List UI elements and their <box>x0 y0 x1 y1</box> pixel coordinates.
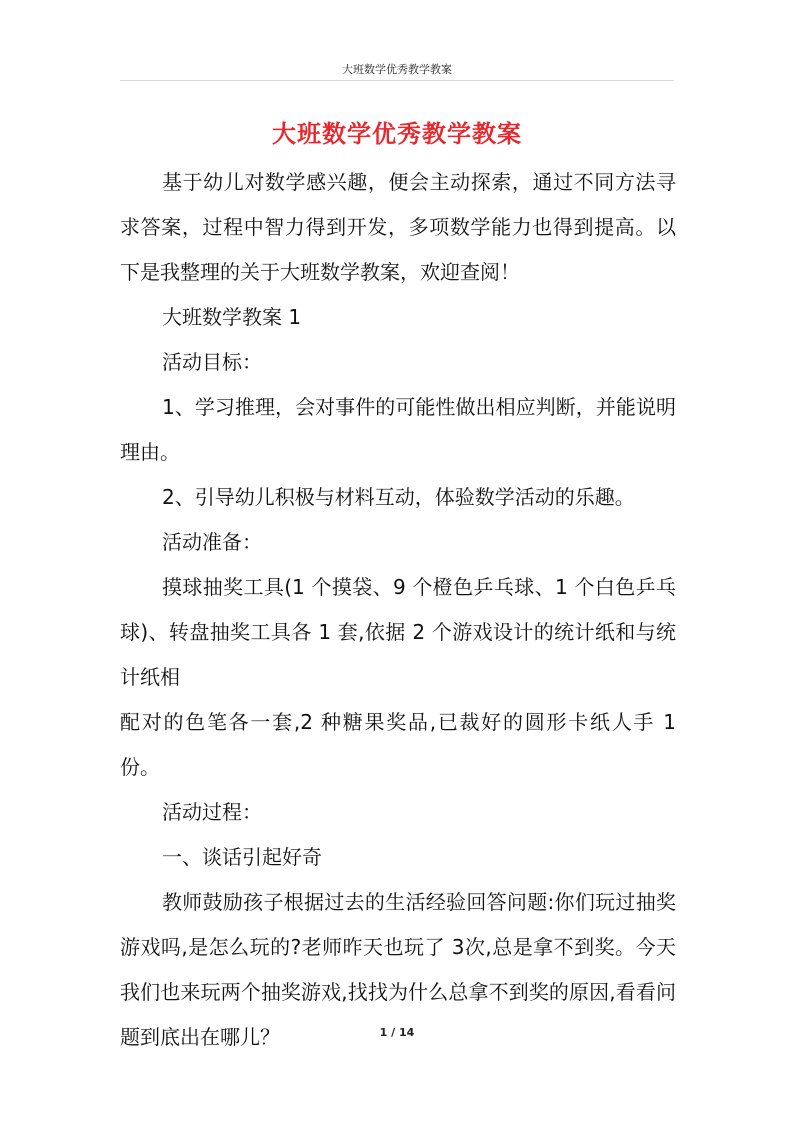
document-body <box>120 160 676 1060</box>
header-divider <box>120 80 674 81</box>
preparation-paragraph: 摸球抽奖工具(1 个摸袋、9 个橙色乒乓球、1 个白色乒乓 球)、转盘抽奖工具各 1 套,依据 2 个游戏设计的统计纸和与统计纸相 <box>120 575 676 689</box>
objective-item-1: 1、学习推理，会对事件的可能性做出相应判断，并能说明理由。 <box>120 395 676 464</box>
document-title: 大班数学优秀教学教案 <box>272 120 522 148</box>
intro-paragraph: 基于幼儿对数学感兴趣，便会主动探索，通过不同方法寻求答案，过程中智力得到开发，多项数学能力也得到提高。以下是我整理的关于大班数学教案，欢迎查阅！ <box>120 170 676 284</box>
process-step-1-heading: 一、谈话引起好奇 <box>162 845 322 869</box>
section-heading-lesson-1: 大班数学教案 1 <box>162 305 302 329</box>
subheading-objectives: 活动目标： <box>162 350 262 374</box>
page-number: 1 / 14 <box>379 1026 415 1039</box>
subheading-process: 活动过程： <box>162 800 262 824</box>
preparation-continuation: 配对的色笔各一套,2 种糖果奖品,已裁好的圆形卡纸人手 1 份。 <box>120 710 676 779</box>
subheading-preparation: 活动准备： <box>162 530 262 554</box>
objective-item-2: 2、引导幼儿积极与材料互动，体验数学活动的乐趣。 <box>162 485 635 509</box>
running-header: 大班数学优秀教学教案 <box>342 63 452 76</box>
process-step-1-paragraph: 教师鼓励孩子根据过去的生活经验回答问题:你们玩过抽奖游戏吗,是怎么玩的?老师昨天也玩了 3次,总是拿不到奖。今天我们也来玩两个抽奖游戏,找找为什么总拿不到奖的原因,看看问题到底出在哪儿？ <box>120 890 676 1049</box>
